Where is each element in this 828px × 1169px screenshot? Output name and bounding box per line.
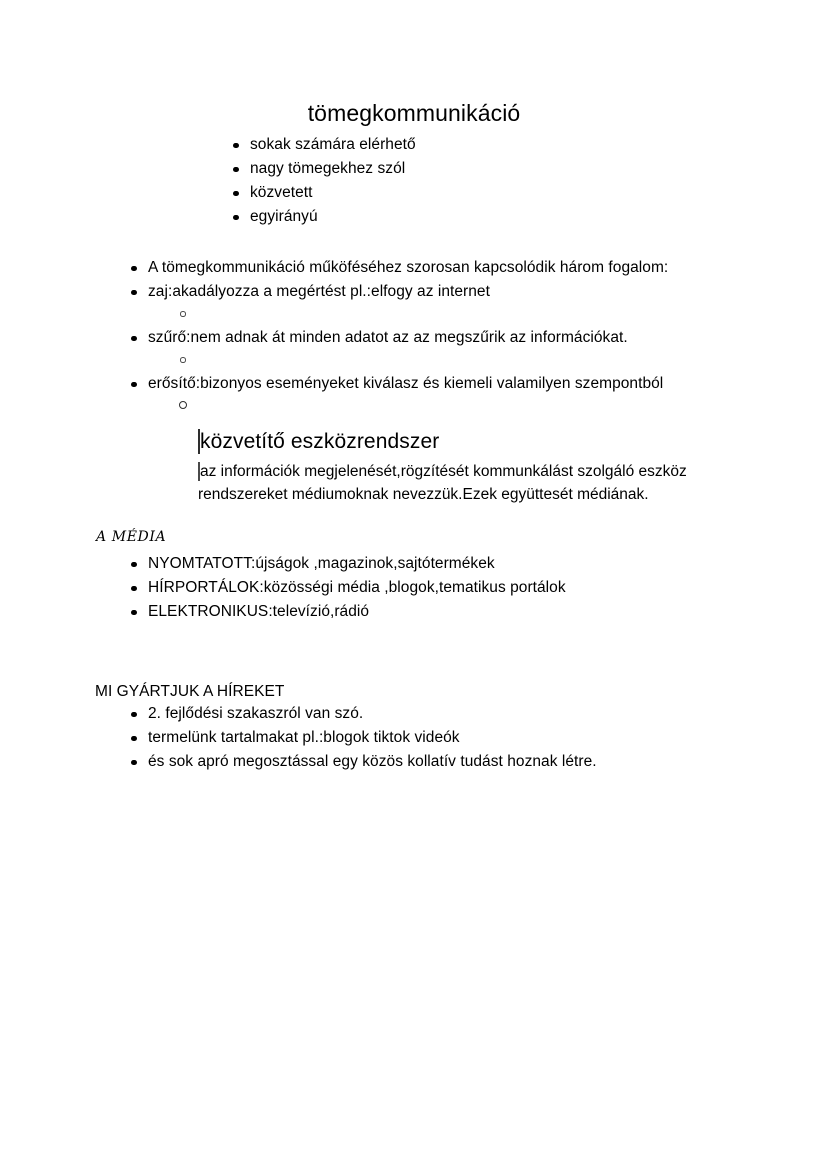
list-item — [250, 133, 416, 157]
list-item — [148, 600, 566, 624]
list-item — [148, 702, 597, 726]
section-body — [198, 460, 743, 506]
list-item-label: zaj:akadályozza a megértést pl.:elfogy az internet — [148, 283, 490, 300]
bullet-circle-icon — [180, 357, 186, 363]
list-item — [148, 256, 768, 280]
list-item-label: A tömegkommunikáció műköféséhez szorosan kapcsolódik három fogalom: — [148, 259, 669, 276]
bullet-disc-icon — [131, 336, 137, 342]
empty-sub-list-item — [148, 304, 768, 326]
list-item-label: HÍRPORTÁLOK:közösségi média ,blogok,tematikus portálok — [148, 579, 566, 596]
bullet-circle-icon — [180, 311, 186, 317]
bullet-disc-icon — [233, 191, 239, 197]
list-item-label: közvetett — [250, 184, 313, 201]
list-item-label: 2. fejlődési szakaszról van szó. — [148, 705, 364, 722]
intro-bullet-list — [250, 133, 416, 229]
list-item-label: termelünk tartalmakat pl.:blogok tiktok videók — [148, 729, 460, 746]
list-item-label: ELEKTRONIKUS:televízió,rádió — [148, 603, 370, 620]
list-item-label: nagy tömegekhez szól — [250, 160, 406, 177]
empty-sub-list-item — [148, 396, 768, 418]
section-heading-label: közvetítő eszközrendszer — [200, 430, 440, 453]
list-item-label: és sok apró megosztással egy közös kollatív tudást hoznak létre. — [148, 753, 597, 770]
bullet-disc-icon — [131, 586, 137, 592]
list-item — [148, 552, 566, 576]
list-item — [250, 157, 416, 181]
media-bullet-list — [148, 552, 566, 624]
list-item — [148, 326, 768, 350]
bullet-disc-icon — [233, 167, 239, 173]
list-item — [250, 181, 416, 205]
bullet-disc-icon — [131, 712, 137, 718]
bullet-disc-icon — [131, 760, 137, 766]
list-item-label: szűrő:nem adnak át minden adatot az az megszűrik az információkat. — [148, 329, 628, 346]
list-item — [148, 726, 597, 750]
bullet-disc-icon — [131, 610, 137, 616]
list-item — [250, 205, 416, 229]
bullet-disc-icon — [131, 736, 137, 742]
news-bullet-list — [148, 702, 597, 774]
list-item — [148, 576, 566, 600]
eszkozrendszer-section — [198, 428, 758, 506]
list-item — [148, 750, 597, 774]
bullet-disc-icon — [131, 290, 137, 296]
section-body-label: az információk megjelenését,rögzítését kommunkálást szolgáló eszköz rendszereket médiumoknak nevezzük.Ezek együttesét médiának. — [198, 463, 687, 503]
bullet-disc-icon — [233, 215, 239, 221]
bullet-disc-icon — [131, 382, 137, 388]
list-item — [148, 280, 768, 304]
list-item — [148, 372, 768, 396]
bullet-disc-icon — [131, 562, 137, 568]
list-item-label: egyirányú — [250, 208, 318, 225]
list-item-label: sokak számára elérhető — [250, 136, 416, 153]
list-item-label: erősítő:bizonyos eseményeket kiválasz és kiemeli valamilyen szempontból — [148, 375, 664, 392]
page-title: tömegkommunikáció — [307, 100, 521, 126]
bullet-disc-icon — [131, 266, 137, 272]
bullet-circle-icon — [179, 401, 187, 409]
section-heading — [198, 428, 758, 456]
news-section-label: MI GYÁRTJUK A HÍREKET — [95, 683, 285, 700]
list-item-label: NYOMTATOTT:újságok ,magazinok,sajtótermékek — [148, 555, 495, 572]
bullet-disc-icon — [233, 143, 239, 149]
concepts-bullet-list — [148, 256, 768, 418]
media-section-label: A MÉDIA — [96, 529, 167, 545]
empty-sub-list-item — [148, 350, 768, 372]
